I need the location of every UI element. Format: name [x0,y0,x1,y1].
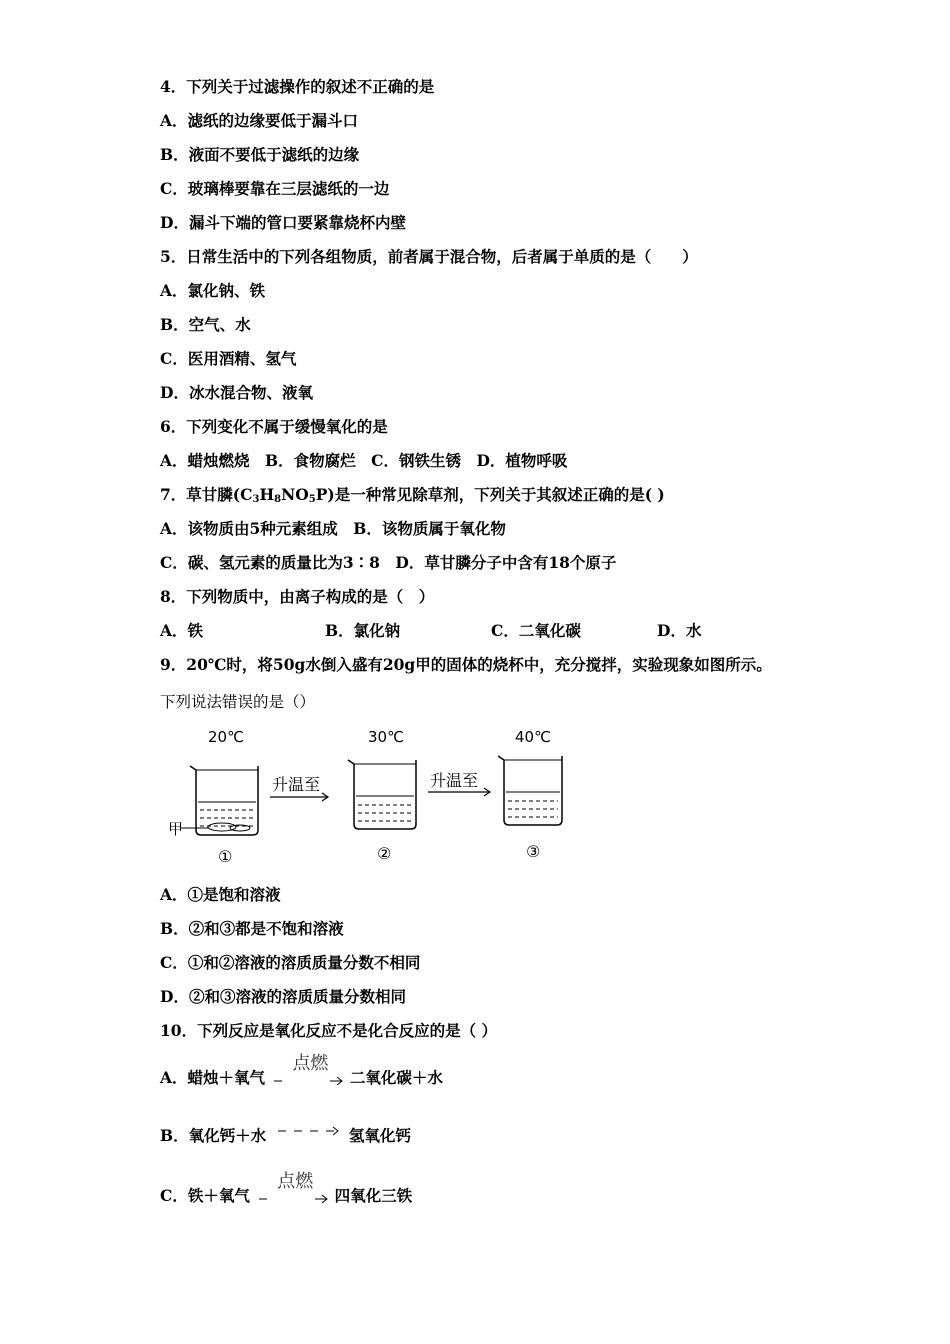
q5-option-b: B．空气、水 [160,315,251,334]
reaction-arrow-c [255,1171,329,1214]
q9-option-a: A．①是饱和溶液 [160,885,281,904]
temp-label-2: 30℃ [368,728,404,746]
solid-label: 甲 [168,820,184,838]
q5-option-d: D．冰水混合物、液氧 [160,383,313,402]
condition-label-c: 点燃 [277,1171,314,1192]
arrow-b-svg [272,1124,344,1138]
q7-options-ab: A．该物质由5种元素组成 B．该物质属于氧化物 [160,519,506,538]
reaction-arrow-a [270,1053,344,1096]
condition-label-a: 点燃 [292,1053,329,1074]
q7-stem-post: P)是一种常见除草剂，下列关于其叙述正确的是( ) [315,485,665,504]
q5-option-c: C．医用酒精、氢气 [160,349,297,368]
q9-option-c: C．①和②溶液的溶质质量分数不相同 [160,953,421,972]
step-label-2: 升温至 [430,771,479,790]
q7-h: H [259,485,275,504]
arrow-c-svg [255,1192,329,1206]
beaker-number-1: ① [218,847,233,866]
q7-sub-3: 3 [252,494,260,505]
q6-options: A．蜡烛燃烧 B．食物腐烂 C．钢铁生锈 D．植物呼吸 [160,451,568,470]
beaker-1 [180,766,258,835]
q6-stem: 6．下列变化不属于缓慢氧化的是 [160,417,388,436]
q7-no: NO [281,485,309,504]
q10-c-products: 四氧化三铁 [334,1186,413,1205]
q4-option-d: D．漏斗下端的管口要紧靠烧杯内壁 [160,213,406,232]
beaker-diagram [160,722,600,872]
beaker-2 [348,760,416,829]
q9-option-d: D．②和③溶液的溶质质量分数相同 [160,987,406,1006]
q10-a-reactants: A．蜡烛＋氧气 [160,1068,266,1087]
q5-stem: 5．日常生活中的下列各组物质，前者属于混合物，后者属于单质的是（ ） [160,247,698,266]
q10-b-products: 氢氧化钙 [348,1126,411,1145]
q9-stem: 9．20℃时，将50g水倒入盛有20g甲的固体的烧杯中，充分搅拌，实验现象如图所示。 [160,655,772,674]
q7-options-cd: C．碳、氢元素的质量比为3∶8 D．草甘膦分子中含有18个原子 [160,553,617,572]
q4-option-c: C．玻璃棒要靠在三层滤纸的一边 [160,179,390,198]
q10-c-reactants: C．铁＋氧气 [160,1186,250,1205]
q9-option-b: B．②和③都是不饱和溶液 [160,919,344,938]
q10-option-a [160,1053,443,1096]
q8-option-c: C．二氧化碳 [491,621,581,640]
q8-option-d: D．水 [657,621,702,640]
arrow-a-svg [270,1074,344,1088]
q10-option-b [160,1120,411,1154]
temp-label-1: 20℃ [208,728,244,746]
q7-sub-5: 5 [308,494,316,505]
q5-option-a: A．氯化钠、铁 [160,281,266,300]
step-label-1: 升温至 [272,775,321,794]
q10-a-products: 二氧化碳＋水 [349,1068,443,1087]
q7-sub-8: 8 [274,494,282,505]
q8-option-b: B．氯化钠 [325,621,401,640]
q4-stem: 4．下列关于过滤操作的叙述不正确的是 [160,77,435,96]
temp-label-3: 40℃ [515,728,551,746]
beaker-3 [498,756,562,825]
q8-option-a: A．铁 [160,621,204,640]
q7-stem [160,485,665,510]
q7-stem-pre: 7．草甘膦(C [160,485,253,504]
q8-stem: 8．下列物质中，由离子构成的是（ ） [160,587,435,606]
q9-stem-2: 下列说法错误的是（） [160,693,316,711]
q4-option-b: B．液面不要低于滤纸的边缘 [160,145,360,164]
q10-option-c [160,1171,413,1214]
beaker-number-2: ② [377,844,392,863]
reaction-arrow-b [272,1120,344,1154]
q10-stem: 10．下列反应是氧化反应不是化合反应的是（ ） [160,1021,497,1040]
q4-option-a: A．滤纸的边缘要低于漏斗口 [160,111,359,130]
beaker-number-3: ③ [526,842,541,861]
q10-b-reactants: B．氧化钙＋水 [160,1126,267,1145]
